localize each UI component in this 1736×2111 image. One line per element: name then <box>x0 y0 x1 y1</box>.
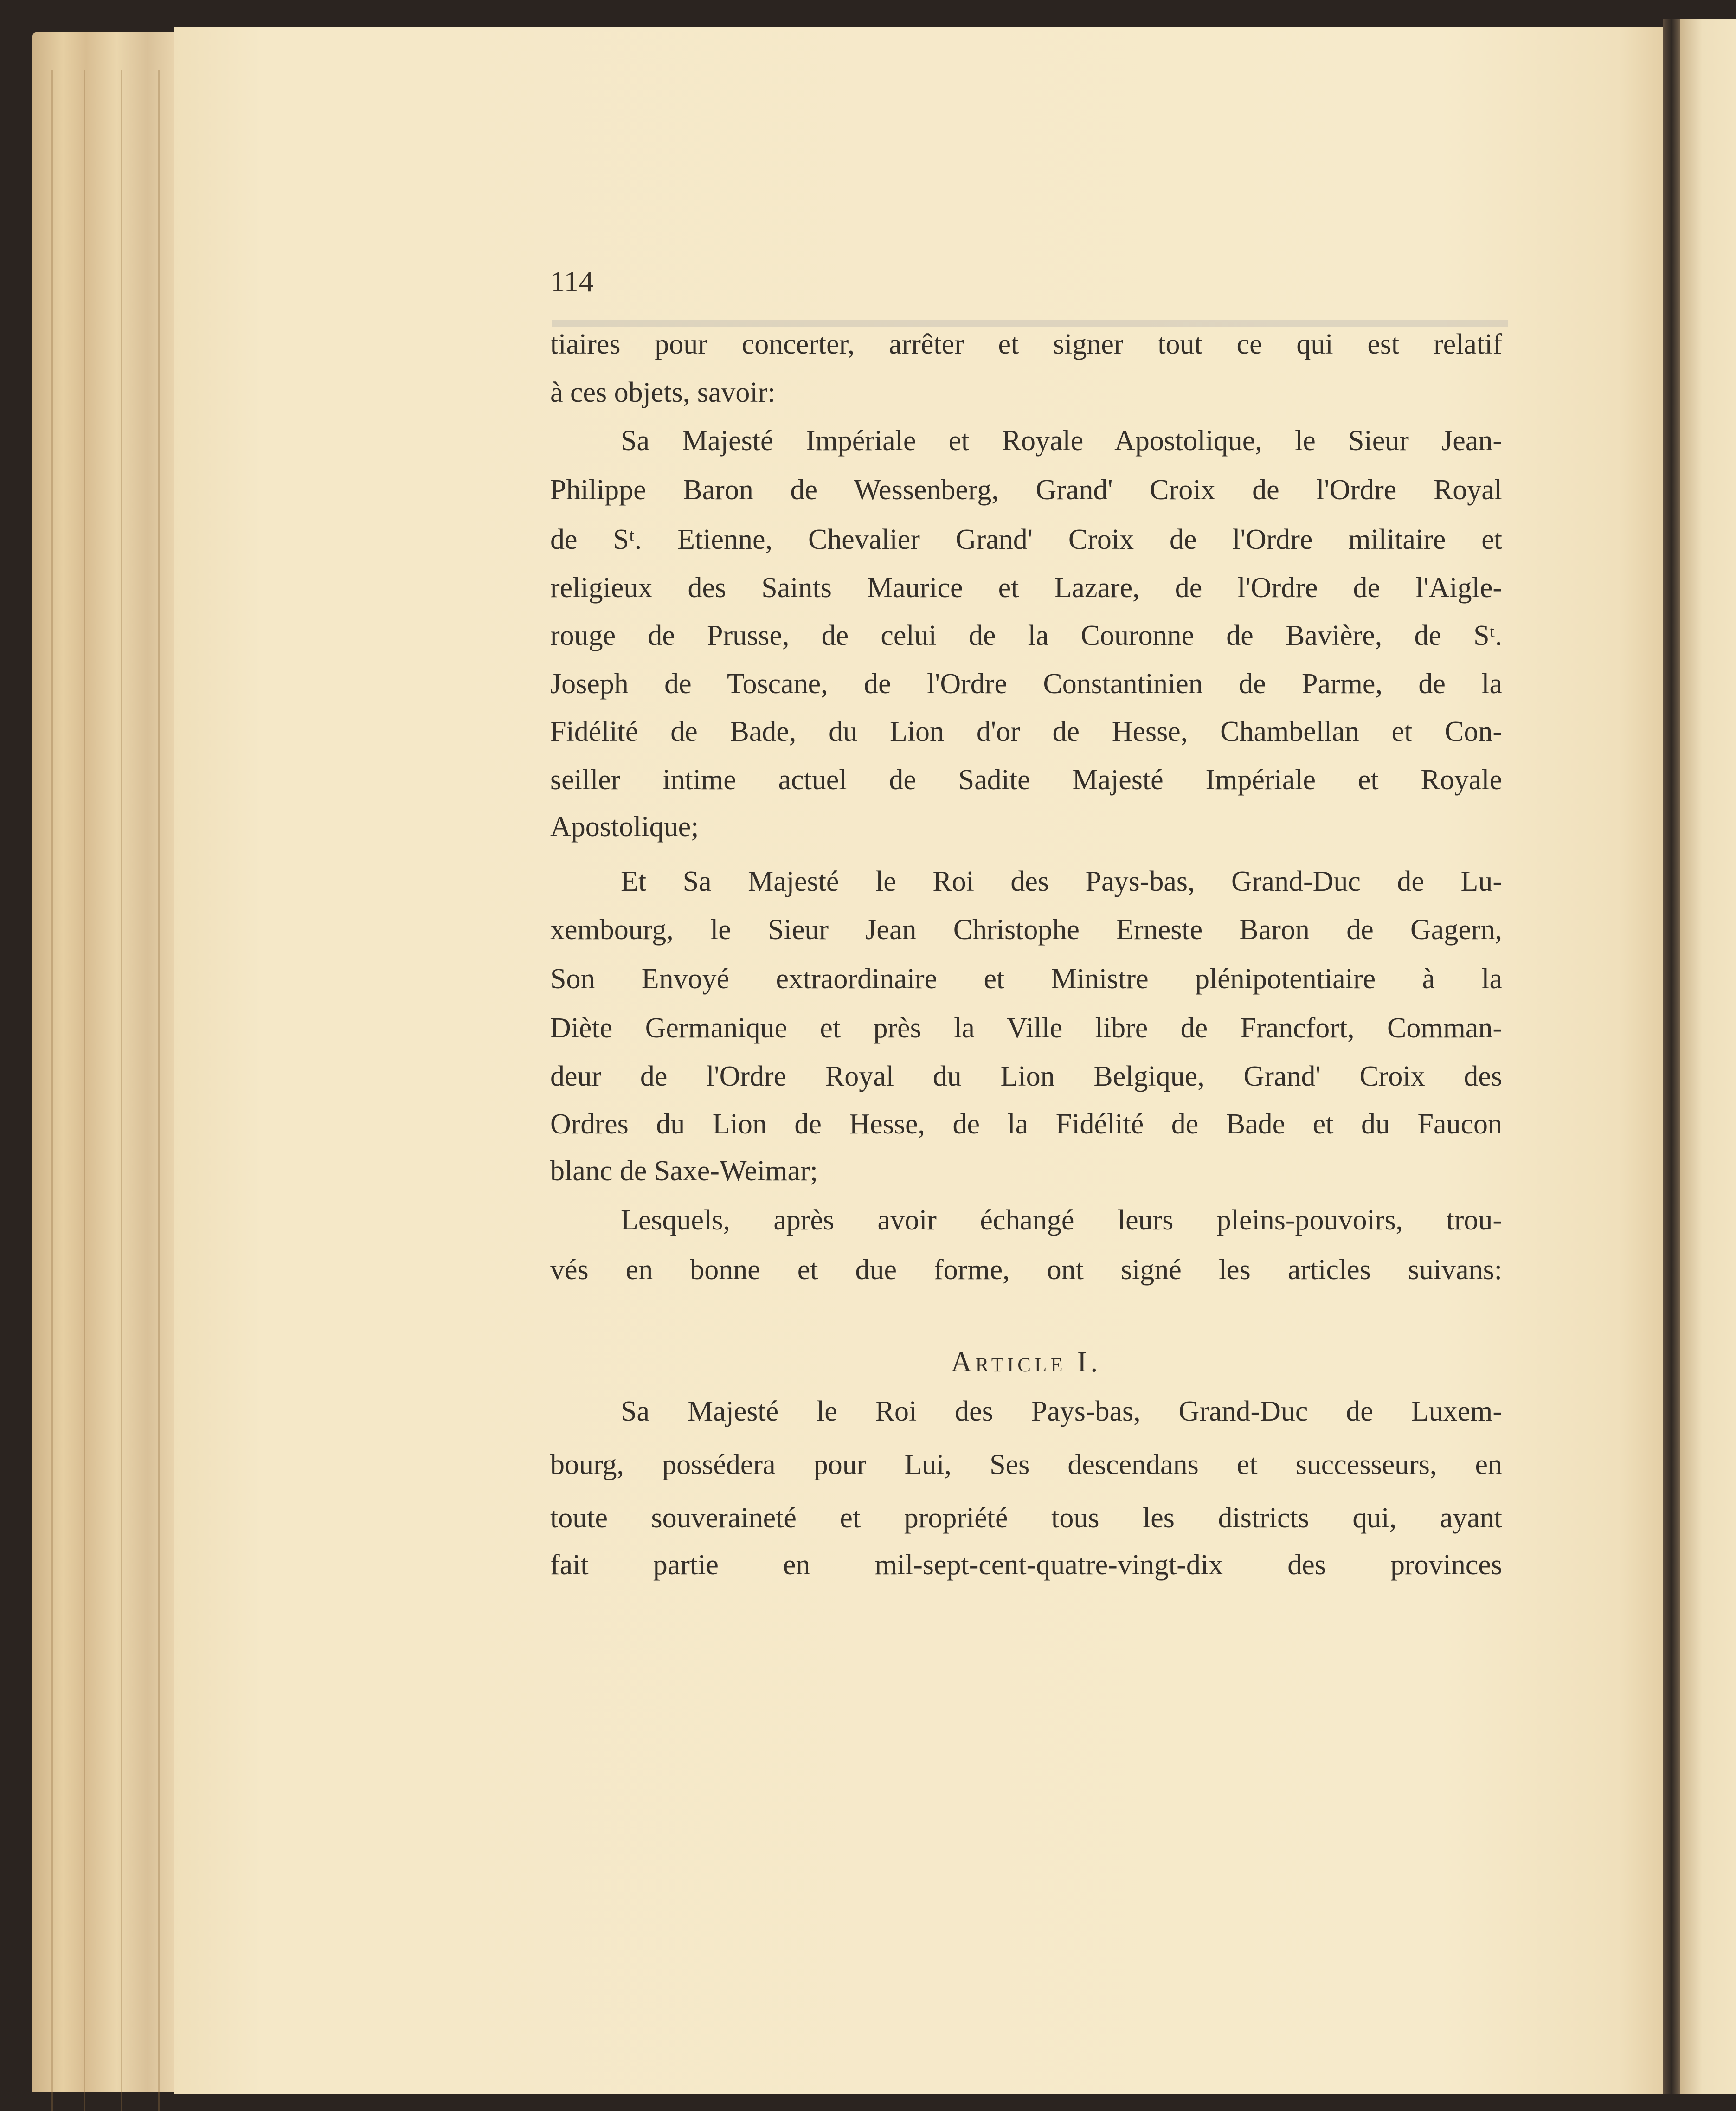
page-edge <box>84 70 85 2111</box>
page-number: 114 <box>550 265 594 298</box>
text-line: seiller intime actuel de Sadite Majesté Impériale et Royale <box>550 764 1502 796</box>
text-line: Ordres du Lion de Hesse, de la Fidélité de Bade et du Faucon <box>550 1108 1502 1140</box>
text-line: Joseph de Toscane, de l'Ordre Constantinien de Parme, de la <box>550 668 1502 700</box>
text-line: Apostolique; <box>550 811 699 843</box>
book-gutter <box>1663 19 1680 2094</box>
text-line: Sa Majesté Impériale et Royale Apostolique, le Sieur Jean- <box>621 425 1502 457</box>
text-line: Diète Germanique et près la Ville libre de Francfort, Comman- <box>550 1012 1502 1044</box>
facing-page-edge <box>1680 19 1736 2094</box>
text-line: rouge de Prusse, de celui de la Couronne de Bavière, de Sᵗ. <box>550 620 1502 651</box>
text-line: bourg, possédera pour Lui, Ses descendans et successeurs, en <box>550 1449 1502 1480</box>
text-line: vés en bonne et due forme, ont signé les articles suivans: <box>550 1254 1502 1286</box>
text-line: Lesquels, après avoir échangé leurs pleins-pouvoirs, trou- <box>621 1204 1502 1236</box>
text-line: Son Envoyé extraordinaire et Ministre plénipotentiaire à la <box>550 963 1502 995</box>
page-edge <box>158 70 160 2111</box>
text-line: Et Sa Majesté le Roi des Pays-bas, Grand-Duc de Lu- <box>621 866 1502 897</box>
text-line: fait partie en mil-sept-cent-quatre-vingt-dix des provinces <box>550 1549 1502 1581</box>
text-line: blanc de Saxe-Weimar; <box>550 1155 818 1187</box>
text-line: deur de l'Ordre Royal du Lion Belgique, Grand' Croix des <box>550 1061 1502 1092</box>
article-heading: Article I. <box>951 1346 1102 1378</box>
text-line: Philippe Baron de Wessenberg, Grand' Croix de l'Ordre Royal <box>550 474 1502 506</box>
text-line: à ces objets, savoir: <box>550 377 776 408</box>
text-line: xembourg, le Sieur Jean Christophe Erneste Baron de Gagern, <box>550 914 1502 946</box>
text-line: de Sᵗ. Etienne, Chevalier Grand' Croix de l'Ordre militaire et <box>550 524 1502 555</box>
page-edges-stack <box>32 32 186 2092</box>
text-line: religieux des Saints Maurice et Lazare, de l'Ordre de l'Aigle- <box>550 572 1502 604</box>
text-line: Fidélité de Bade, du Lion d'or de Hesse, Chambellan et Con- <box>550 716 1502 747</box>
text-line: Sa Majesté le Roi des Pays-bas, Grand-Duc de Luxem- <box>621 1396 1502 1427</box>
page-edge <box>51 70 53 2111</box>
text-line: toute souveraineté et propriété tous les districts qui, ayant <box>550 1502 1502 1534</box>
text-line: tiaires pour concerter, arrêter et signer tout ce qui est relatif <box>550 328 1502 360</box>
page-edge <box>121 70 122 2111</box>
